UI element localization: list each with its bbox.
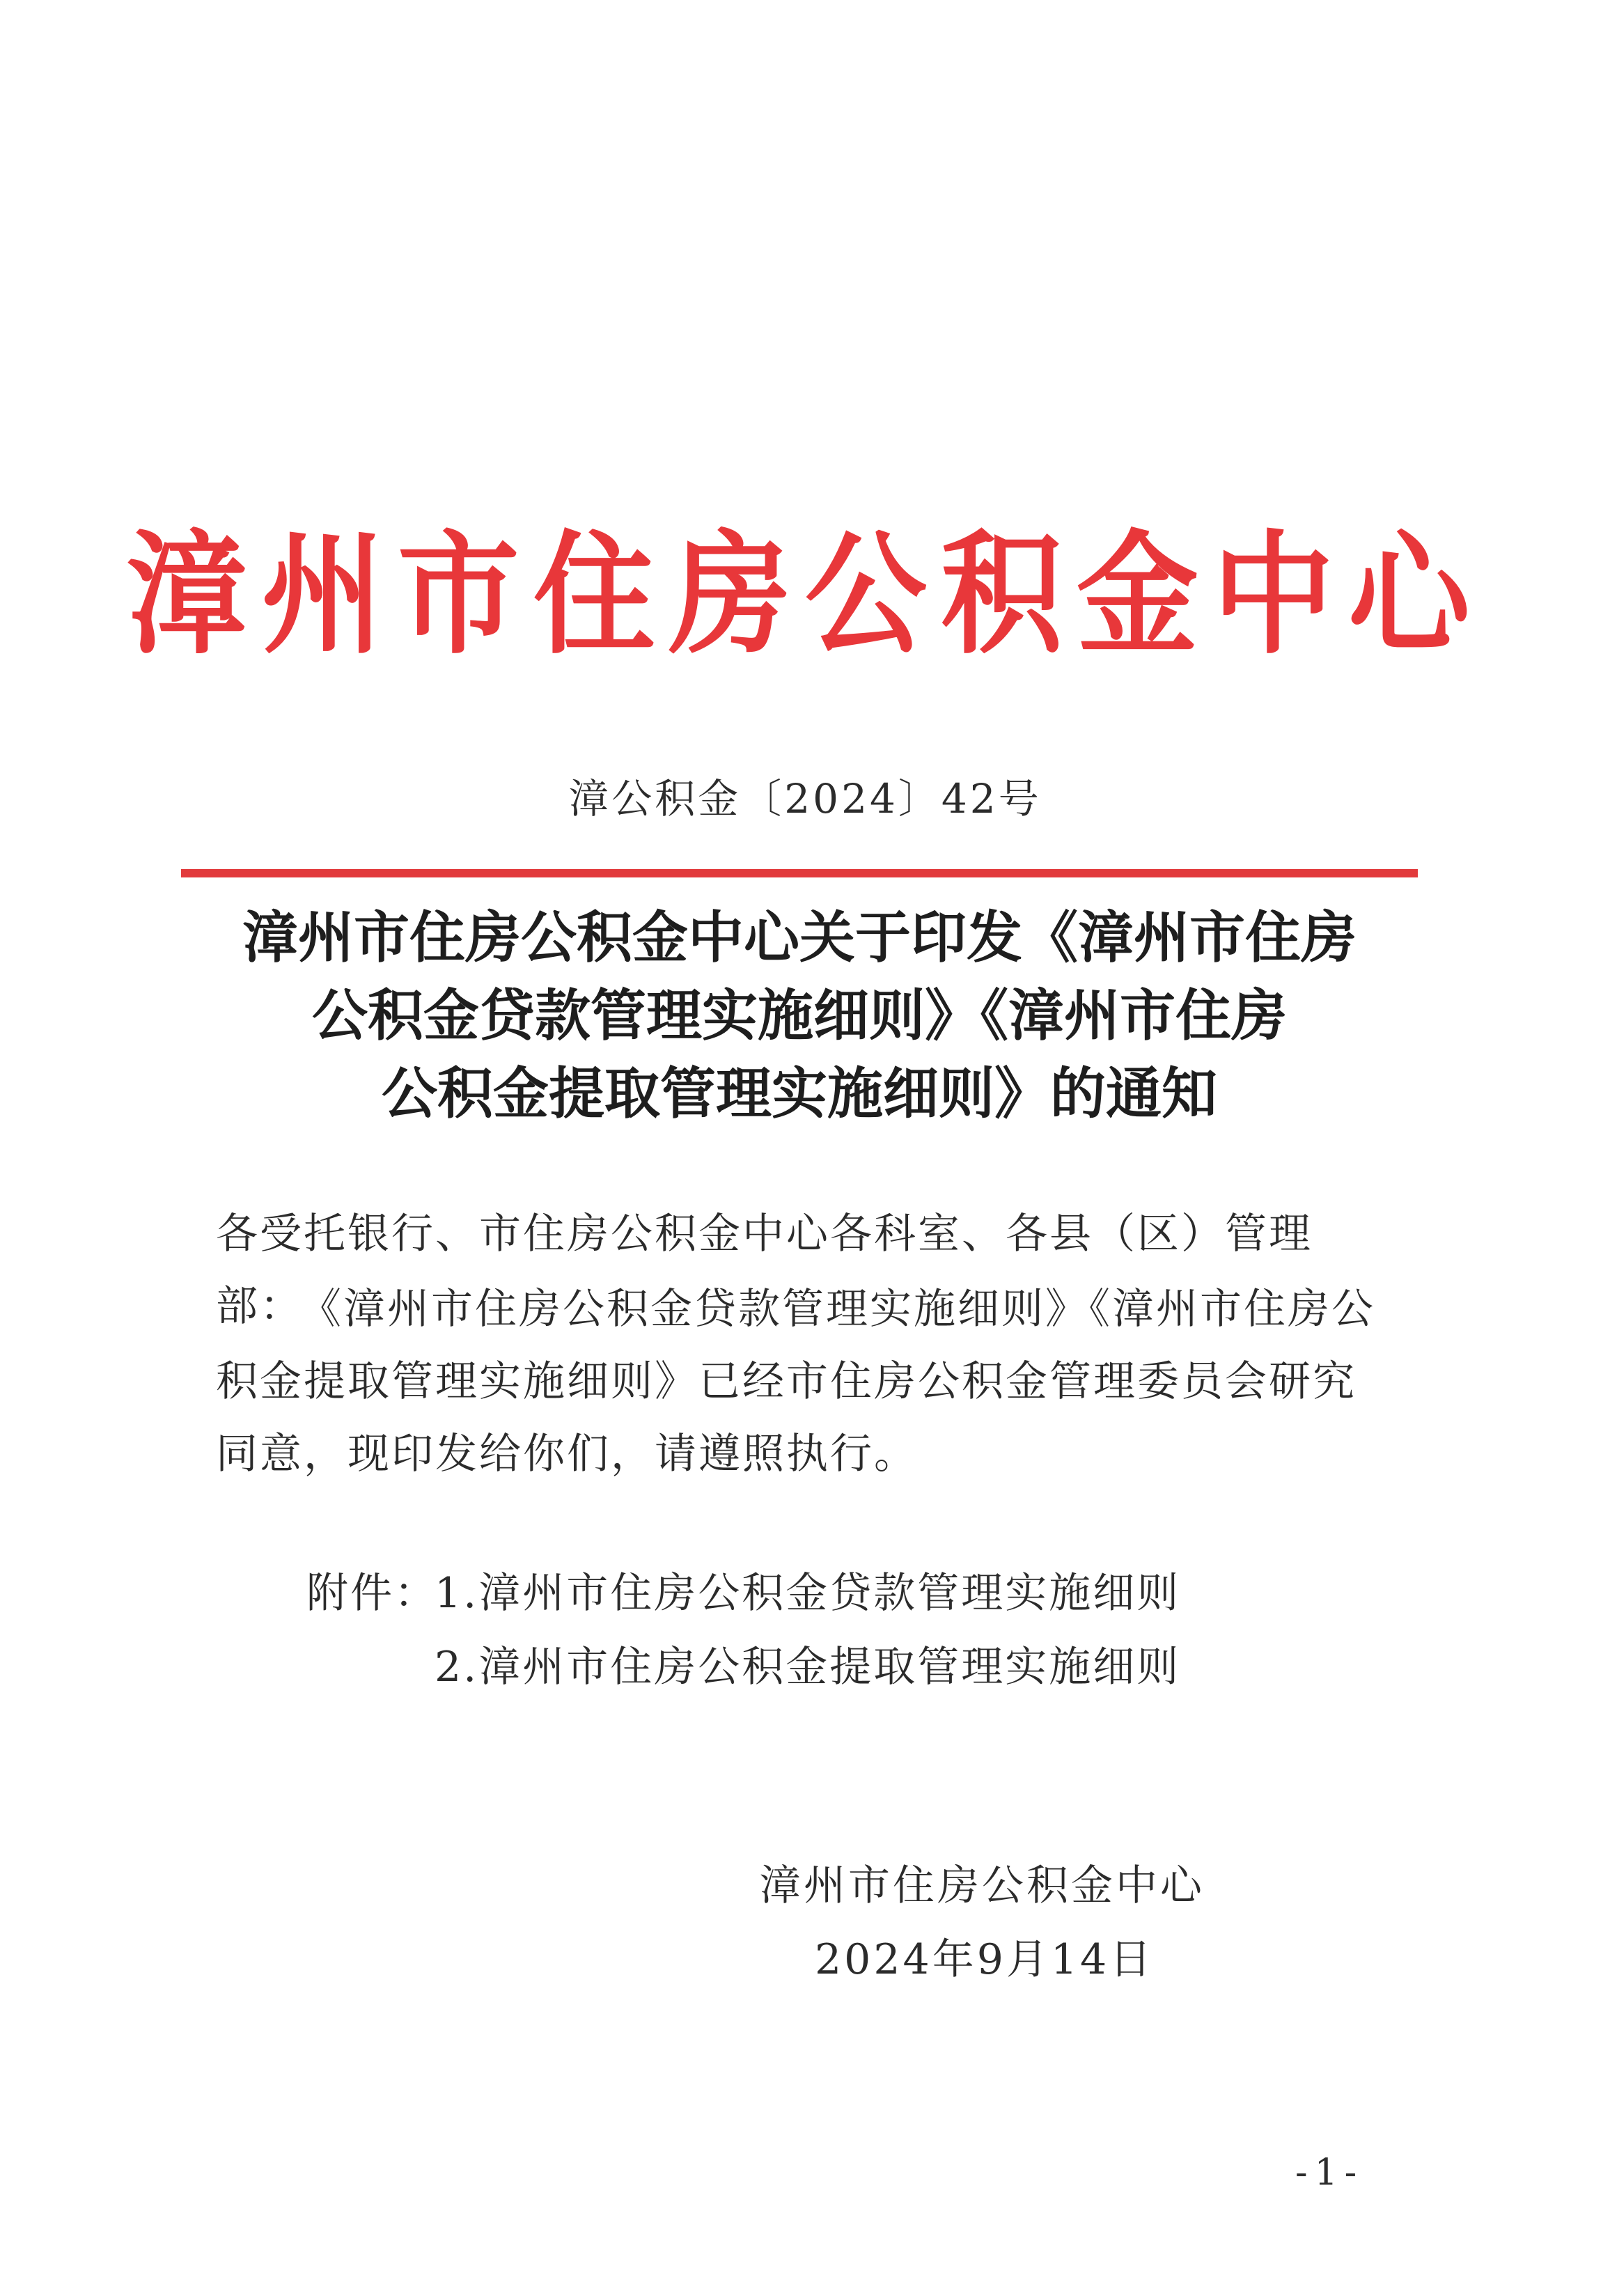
notice-title bbox=[181, 898, 1418, 1132]
attachments-label: 附件： bbox=[306, 1569, 438, 1618]
body-paragraph: 《漳州市住房公积金贷款管理实施细则》《漳州市住房公积金提取管理实施细则》已经市住房公积金管理委员会研究同意，现印发给你们，请遵照执行。 bbox=[216, 1285, 1375, 1478]
document-number: 漳公积金〔2024〕42号 bbox=[568, 775, 1042, 822]
signature-organization: 漳州市住房公积金中心 bbox=[759, 1861, 1205, 1910]
attachment-item-2: 2.漳州市住房公积金提取管理实施细则 bbox=[435, 1643, 1181, 1692]
notice-title-line-2: 公积金贷款管理实施细则》《漳州市住房 bbox=[312, 983, 1287, 1048]
org-header-title: 漳州市住房公积金中心 bbox=[125, 518, 1485, 672]
red-divider-line bbox=[181, 869, 1418, 877]
notice-title-line-3: 公积金提取管理实施细则》的通知 bbox=[382, 1061, 1217, 1126]
page-number: -1- bbox=[1295, 2152, 1364, 2194]
notice-title-line-1: 漳州市住房公积金中心关于印发《漳州市住房 bbox=[242, 905, 1357, 970]
attachment-item-1: 1.漳州市住房公积金贷款管理实施细则 bbox=[435, 1569, 1181, 1618]
signature-date: 2024年9月14日 bbox=[815, 1935, 1155, 1984]
salutation: 各受托银行、市住房公积金中心各科室、各县（区）管理部： bbox=[216, 1210, 1313, 1331]
